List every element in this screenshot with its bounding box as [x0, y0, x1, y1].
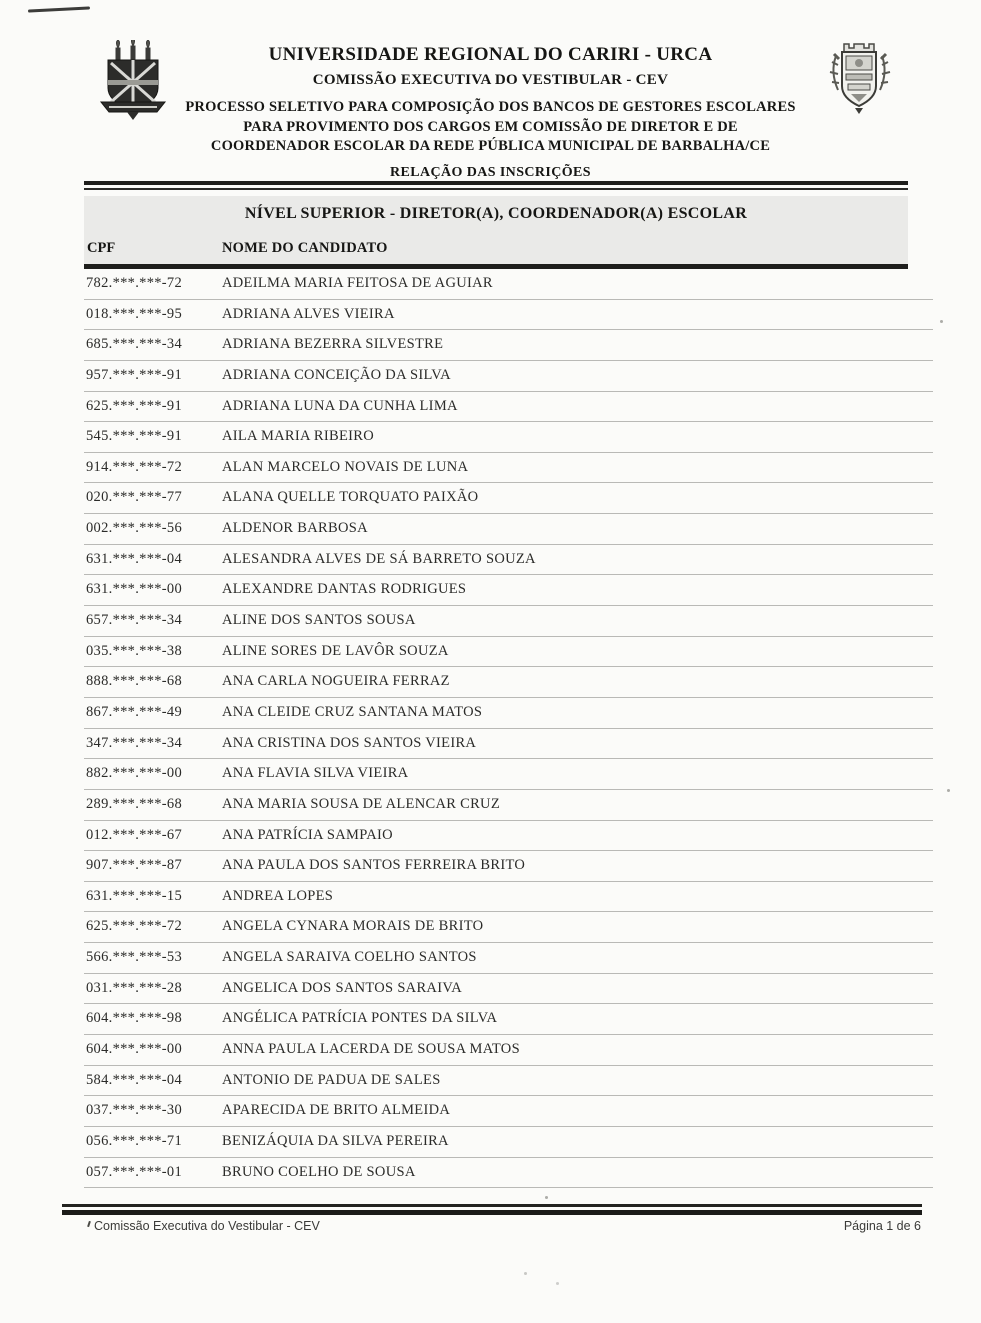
candidate-name-cell: BRUNO COELHO DE SOUSA [222, 1163, 416, 1180]
cpf-cell: 584.***.***-04 [86, 1071, 183, 1088]
table-row [84, 575, 933, 606]
candidate-name-cell: ANA PATRÍCIA SAMPAIO [222, 826, 393, 843]
candidate-name-cell: ANGELA CYNARA MORAIS DE BRITO [222, 918, 484, 935]
table-row [84, 851, 933, 882]
table-row [84, 1004, 933, 1035]
column-header-nome: NOME DO CANDIDATO [222, 240, 388, 256]
cpf-cell: 289.***.***-68 [86, 795, 183, 812]
cpf-cell: 057.***.***-01 [86, 1163, 183, 1180]
cpf-cell: 657.***.***-34 [86, 612, 183, 629]
cpf-cell: 566.***.***-53 [86, 949, 183, 966]
table-row [84, 1127, 933, 1158]
table-row [84, 300, 933, 331]
candidate-name-cell: ANGÉLICA PATRÍCIA PONTES DA SILVA [222, 1010, 498, 1027]
cpf-cell: 018.***.***-95 [86, 305, 183, 322]
process-title [0, 98, 981, 157]
cpf-cell: 545.***.***-91 [86, 428, 183, 445]
scan-speck [556, 1282, 559, 1285]
scan-tick-mark [87, 1221, 91, 1227]
candidate-name-cell: ANA MARIA SOUSA DE ALENCAR CRUZ [222, 795, 500, 812]
cpf-cell: 631.***.***-00 [86, 581, 183, 598]
table-row [84, 545, 933, 576]
cpf-cell: 888.***.***-68 [86, 673, 183, 690]
candidate-name-cell: ADRIANA BEZERRA SILVESTRE [222, 336, 444, 353]
document-header [0, 44, 981, 181]
cpf-cell: 882.***.***-00 [86, 765, 183, 782]
university-title: UNIVERSIDADE REGIONAL DO CARIRI - URCA [268, 44, 713, 65]
commission-title: COMISSÃO EXECUTIVA DO VESTIBULAR - CEV [312, 72, 669, 88]
table-row [84, 912, 933, 943]
candidate-name-cell: ANA FLAVIA SILVA VIEIRA [222, 765, 409, 782]
cpf-cell: 604.***.***-00 [86, 1041, 183, 1058]
candidate-name-cell: ANGELA SARAIVA COELHO SANTOS [222, 949, 477, 966]
table-row [84, 759, 933, 790]
cpf-cell: 625.***.***-91 [86, 397, 183, 414]
footer-commission-label [88, 1219, 320, 1233]
cpf-cell: 907.***.***-87 [86, 857, 183, 874]
candidate-name-cell: ALANA QUELLE TORQUATO PAIXÃO [222, 489, 479, 506]
cpf-cell: 631.***.***-15 [86, 887, 183, 904]
candidate-name-cell: AILA MARIA RIBEIRO [222, 428, 375, 445]
candidate-name-cell: ANGELICA DOS SANTOS SARAIVA [222, 979, 463, 996]
candidate-name-cell: ANNA PAULA LACERDA DE SOUSA MATOS [222, 1041, 520, 1058]
scan-speck [545, 1196, 548, 1199]
scan-speck [947, 789, 950, 792]
scan-speck [524, 1272, 527, 1275]
section-title: NÍVEL SUPERIOR - DIRETOR(A), COORDENADOR(A) ESCOLAR [244, 205, 748, 222]
candidate-name-cell: ALEXANDRE DANTAS RODRIGUES [222, 581, 467, 598]
cpf-cell: 625.***.***-72 [86, 918, 183, 935]
table-row [84, 790, 933, 821]
table-row [84, 453, 933, 484]
table-row [84, 361, 933, 392]
table-row [84, 882, 933, 913]
candidate-name-cell: ANTONIO DE PADUA DE SALES [222, 1071, 441, 1088]
candidate-name-cell: ALDENOR BARBOSA [222, 520, 368, 537]
process-line-3: COORDENADOR ESCOLAR DA REDE PÚBLICA MUNICIPAL DE BARBALHA/CE [210, 138, 771, 154]
scan-artifact-line [28, 6, 90, 12]
cpf-cell: 957.***.***-91 [86, 366, 183, 383]
cpf-cell: 604.***.***-98 [86, 1010, 183, 1027]
table-row [84, 606, 933, 637]
cpf-cell: 035.***.***-38 [86, 642, 183, 659]
cpf-cell: 867.***.***-49 [86, 703, 183, 720]
page-number: Página 1 de 6 [843, 1219, 921, 1233]
candidate-name-cell: ALESANDRA ALVES DE SÁ BARRETO SOUZA [222, 550, 536, 567]
footer-rule [62, 1204, 922, 1215]
table-row [84, 1096, 933, 1127]
process-line-2: PARA PROVIMENTO DOS CARGOS EM COMISSÃO DE DIRETOR E DE [243, 118, 738, 135]
header-divider-rule [84, 181, 908, 190]
table-row [84, 1066, 933, 1097]
table-row [84, 483, 933, 514]
cpf-cell: 002.***.***-56 [86, 520, 183, 537]
candidate-name-cell: ALINE DOS SANTOS SOUSA [222, 612, 416, 629]
cpf-cell: 037.***.***-30 [86, 1102, 183, 1119]
candidate-name-cell: BENIZÁQUIA DA SILVA PEREIRA [222, 1132, 449, 1149]
process-line-1: PROCESSO SELETIVO PARA COMPOSIÇÃO DOS BANCOS DE GESTORES ESCOLARES [185, 99, 796, 115]
candidate-name-cell: ADEILMA MARIA FEITOSA DE AGUIAR [222, 275, 493, 291]
candidate-name-cell: ANA CARLA NOGUEIRA FERRAZ [222, 673, 450, 690]
table-row [84, 821, 933, 852]
table-row [84, 1035, 933, 1066]
document-subtitle: RELAÇÃO DAS INSCRIÇÕES [390, 164, 591, 180]
table-row [84, 943, 933, 974]
candidate-name-cell: ADRIANA ALVES VIEIRA [222, 305, 395, 322]
cpf-cell: 012.***.***-67 [86, 826, 183, 843]
table-row [84, 974, 933, 1005]
candidate-table [84, 269, 933, 1188]
table-row [84, 422, 933, 453]
page-footer [88, 1219, 921, 1233]
table-row [84, 637, 933, 668]
table-row [84, 698, 933, 729]
candidate-name-cell: ADRIANA LUNA DA CUNHA LIMA [222, 397, 458, 414]
footer-left-text: Comissão Executiva do Vestibular - CEV [94, 1219, 320, 1233]
candidate-name-cell: ANA CRISTINA DOS SANTOS VIEIRA [222, 734, 477, 751]
table-row [84, 330, 933, 361]
candidate-name-cell: ALINE SORES DE LAVÔR SOUZA [222, 642, 449, 659]
cpf-cell: 020.***.***-77 [86, 489, 183, 506]
cpf-cell: 031.***.***-28 [86, 979, 183, 996]
scan-speck [940, 320, 943, 323]
cpf-cell: 347.***.***-34 [86, 734, 183, 751]
table-row [84, 269, 933, 300]
table-row [84, 729, 933, 760]
table-row [84, 667, 933, 698]
cpf-cell: 685.***.***-34 [86, 336, 183, 353]
column-header-cpf: CPF [87, 240, 116, 256]
table-row [84, 1158, 933, 1189]
candidate-name-cell: ANA PAULA DOS SANTOS FERREIRA BRITO [222, 857, 526, 874]
table-row [84, 392, 933, 423]
cpf-cell: 782.***.***-72 [86, 275, 183, 291]
cpf-cell: 631.***.***-04 [86, 550, 183, 567]
cpf-cell: 056.***.***-71 [86, 1132, 183, 1149]
candidate-name-cell: ANA CLEIDE CRUZ SANTANA MATOS [222, 703, 483, 720]
cpf-cell: 914.***.***-72 [86, 458, 183, 475]
candidate-name-cell: ALAN MARCELO NOVAIS DE LUNA [222, 458, 469, 475]
candidate-name-cell: APARECIDA DE BRITO ALMEIDA [222, 1102, 451, 1119]
candidate-name-cell: ADRIANA CONCEIÇÃO DA SILVA [222, 366, 451, 383]
table-row [84, 514, 933, 545]
table-header-band [84, 196, 908, 264]
candidate-name-cell: ANDREA LOPES [222, 887, 334, 904]
